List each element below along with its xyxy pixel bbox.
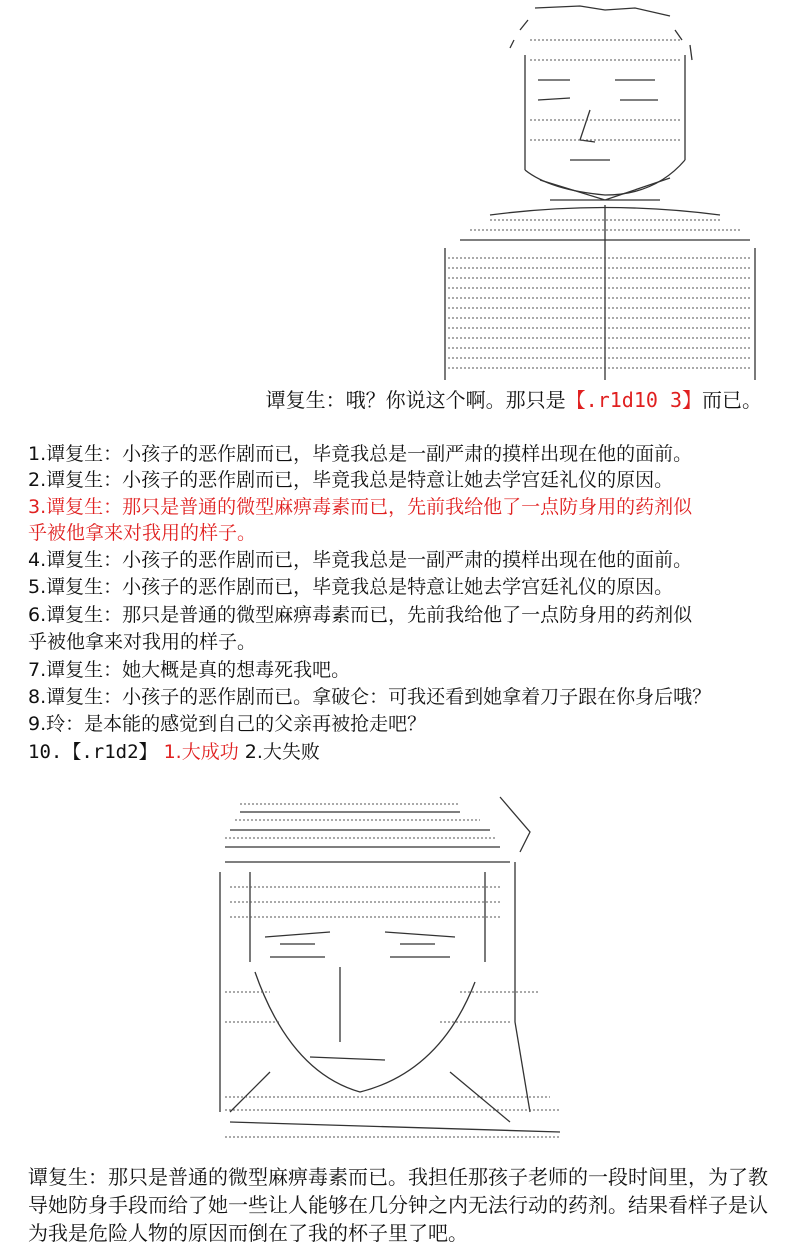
option-6: 6.谭复生：那只是普通的微型麻痹毒素而已，先前我给他了一点防身用的药剂似 <box>28 604 693 626</box>
reply-speaker: 谭复生： <box>265 388 346 412</box>
option-10 <box>28 739 320 765</box>
option-2: 2.谭复生：小孩子的恶作剧而已，毕竟我总是特意让她去学宫廷礼仪的原因。 <box>28 469 674 491</box>
option-4: 4.谭复生：小孩子的恶作剧而已，毕竟我总是一副严肃的摸样出现在他的面前。 <box>28 549 693 571</box>
roll-choice-1: 1.大成功 <box>163 741 239 763</box>
reply-text: 哦？你说这个啊。那只是 <box>345 388 566 412</box>
option-1: 1.谭复生：小孩子的恶作剧而已，毕竟我总是一副严肃的摸样出现在他的面前。 <box>28 443 693 465</box>
reply-line <box>266 386 762 414</box>
reply-end: 而已。 <box>702 388 762 412</box>
ascii-art-man <box>430 0 770 385</box>
footer-text: 谭复生：那只是普通的微型麻痹毒素而已。我担任那孩子老师的一段时间里，为了教导她防身手段而给了她一些让人能够在几分钟之内无法行动的药剂。结果看样子是认为我是危险人物的原因而倒在了我的杯子里了吧。 <box>28 1165 768 1245</box>
option-9: 9.玲：是本能的感觉到自己的父亲再被抢走吧？ <box>28 713 427 735</box>
option-6-cont: 乎被他拿来对我用的样子。 <box>28 631 257 653</box>
option-8: 8.谭复生：小孩子的恶作剧而已。拿破仑：可我还看到她拿着刀子跟在你身后哦？ <box>28 686 712 708</box>
option-3-cont: 乎被他拿来对我用的样子。 <box>28 522 257 544</box>
roll-prefix: 10.【.r1d2】 <box>28 741 158 763</box>
reply-roll: 【.r1d10 3】 <box>565 388 702 412</box>
roll-choice-2: 2.大失败 <box>244 741 320 763</box>
option-7: 7.谭复生：她大概是真的想毒死我吧。 <box>28 659 351 681</box>
option-5: 5.谭复生：小孩子的恶作剧而已，毕竟我总是特意让她去学宫廷礼仪的原因。 <box>28 576 674 598</box>
option-3: 3.谭复生：那只是普通的微型麻痹毒素而已，先前我给他了一点防身用的药剂似 <box>28 496 693 518</box>
ascii-art-face <box>210 792 580 1148</box>
